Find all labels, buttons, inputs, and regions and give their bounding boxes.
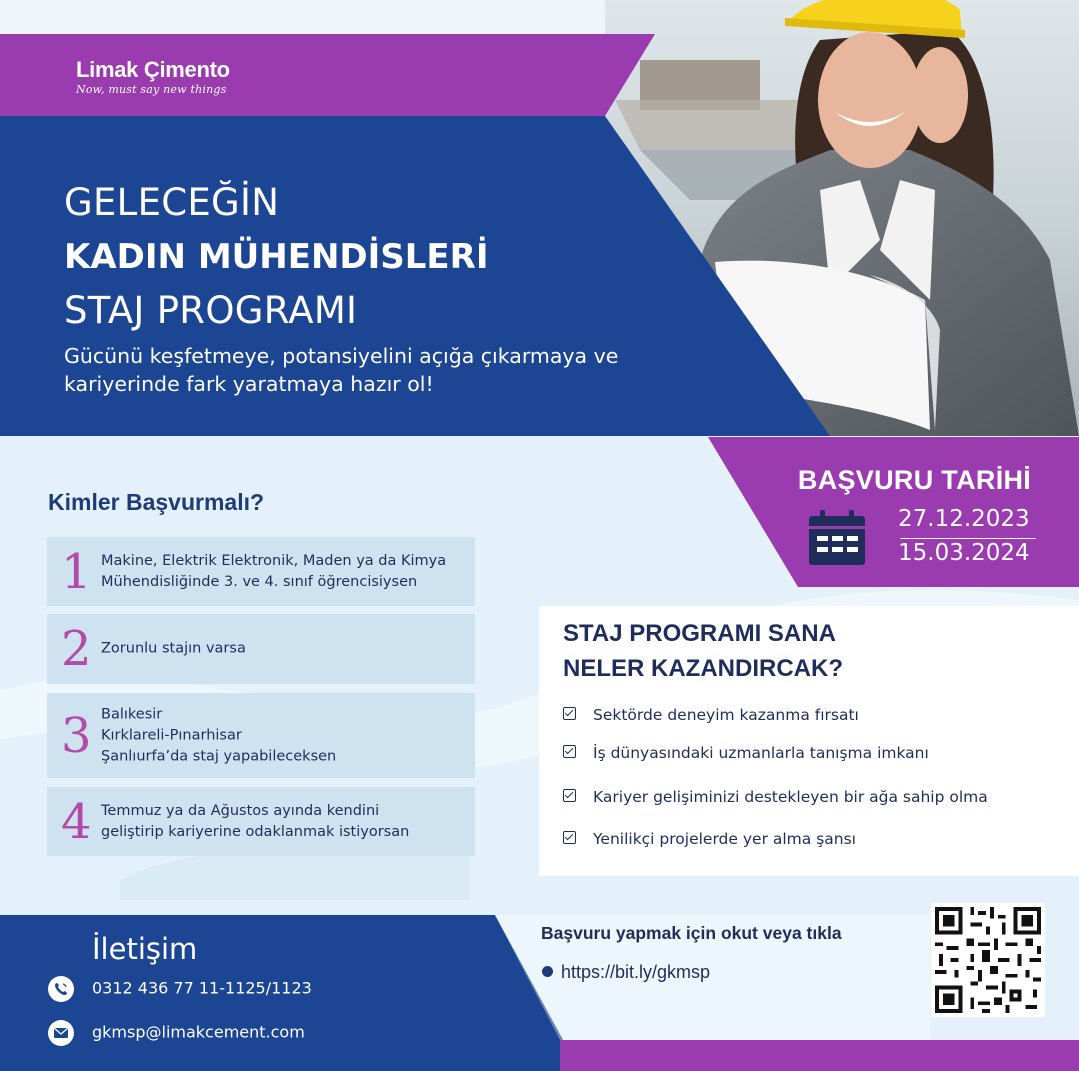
criteria-item (47, 787, 475, 856)
brand-logo (76, 58, 230, 97)
criteria-number: 2 (61, 621, 92, 677)
criteria-item (47, 614, 475, 684)
application-date-title: BAŞVURU TARİHİ (797, 465, 1032, 495)
benefit-text: Yenilikçi projelerde yer alma şansı (593, 830, 856, 848)
criteria-number: 4 (61, 793, 92, 850)
brand-tagline: Now, must say new things (76, 83, 227, 96)
hero-subtitle: Gücünü keşfetmeye, potansiyelini açığa çıkarmaya ve kariyerinde fark yaratmaya hazır ol! (64, 344, 619, 396)
contact-phone-row[interactable] (48, 976, 312, 1002)
phone-icon (48, 976, 74, 1002)
contact-title: İletişim (92, 932, 198, 966)
criteria-item (47, 693, 475, 778)
checkbox-icon (563, 789, 576, 802)
contact-email: gkmsp@limakcement.com (92, 1022, 305, 1042)
checkbox-icon (563, 745, 576, 758)
benefit-item (563, 744, 929, 762)
globe-icon (542, 966, 553, 977)
apply-instruction: Başvuru yapmak için okut veya tıkla (541, 923, 842, 943)
mail-icon (48, 1020, 74, 1046)
benefit-item (563, 830, 856, 848)
contact-phone: 0312 436 77 11-1125/1123 (92, 978, 312, 998)
criteria-text: Zorunlu stajın varsa (101, 640, 246, 657)
criteria-text: Temmuz ya da Ağustos ayında kendini geliştirip kariyerine odaklanmak istiyorsan (101, 802, 410, 840)
benefits-title-line-2: NELER KAZANDIRCAK? (563, 655, 843, 682)
criteria-title: Kimler Başvurmalı? (48, 489, 265, 515)
application-end-date: 15.03.2024 (898, 540, 1030, 566)
benefit-item (563, 706, 859, 724)
benefit-item (563, 788, 988, 806)
benefit-text: İş dünyasındaki uzmanlarla tanışma imkanı (593, 744, 929, 762)
benefits-title-line-1: STAJ PROGRAMI SANA (563, 620, 836, 647)
checkbox-icon (563, 707, 576, 720)
contact-email-row[interactable] (48, 1020, 305, 1046)
hero-heading (64, 176, 619, 396)
criteria-text: Makine, Elektrik Elektronik, Maden ya da Kimya Mühendisliğinde 3. ve 4. sınıf öğrencisiysen (101, 552, 447, 590)
qr-code[interactable] (931, 903, 1045, 1017)
hero-line-2: KADIN MÜHENDİSLERİ (64, 237, 489, 277)
benefit-text: Sektörde deneyim kazanma fırsatı (593, 706, 859, 724)
criteria-text: Balıkesir Kırklareli-Pınarhisar Şanlıurfa’da staj yapabileceksen (101, 706, 337, 764)
checkbox-icon (563, 831, 576, 844)
bottom-purple-strip (560, 1040, 1079, 1071)
apply-link-text: https://bit.ly/gkmsp (561, 962, 711, 982)
benefit-text: Kariyer gelişiminizi destekleyen bir ağa sahip olma (593, 788, 988, 806)
criteria-number: 1 (61, 543, 92, 600)
hero-line-3: STAJ PROGRAMI (64, 289, 358, 332)
apply-link[interactable] (542, 962, 710, 983)
hero-line-1: GELECEĞİN (64, 181, 280, 224)
criteria-item (47, 537, 475, 606)
benefits-panel (539, 606, 1079, 876)
application-start-date: 27.12.2023 (898, 506, 1030, 532)
brand-name: Limak Çimento (76, 57, 230, 82)
calendar-icon (806, 508, 868, 568)
date-divider (900, 538, 1036, 539)
benefits-title (563, 616, 983, 686)
criteria-number: 3 (61, 707, 92, 764)
